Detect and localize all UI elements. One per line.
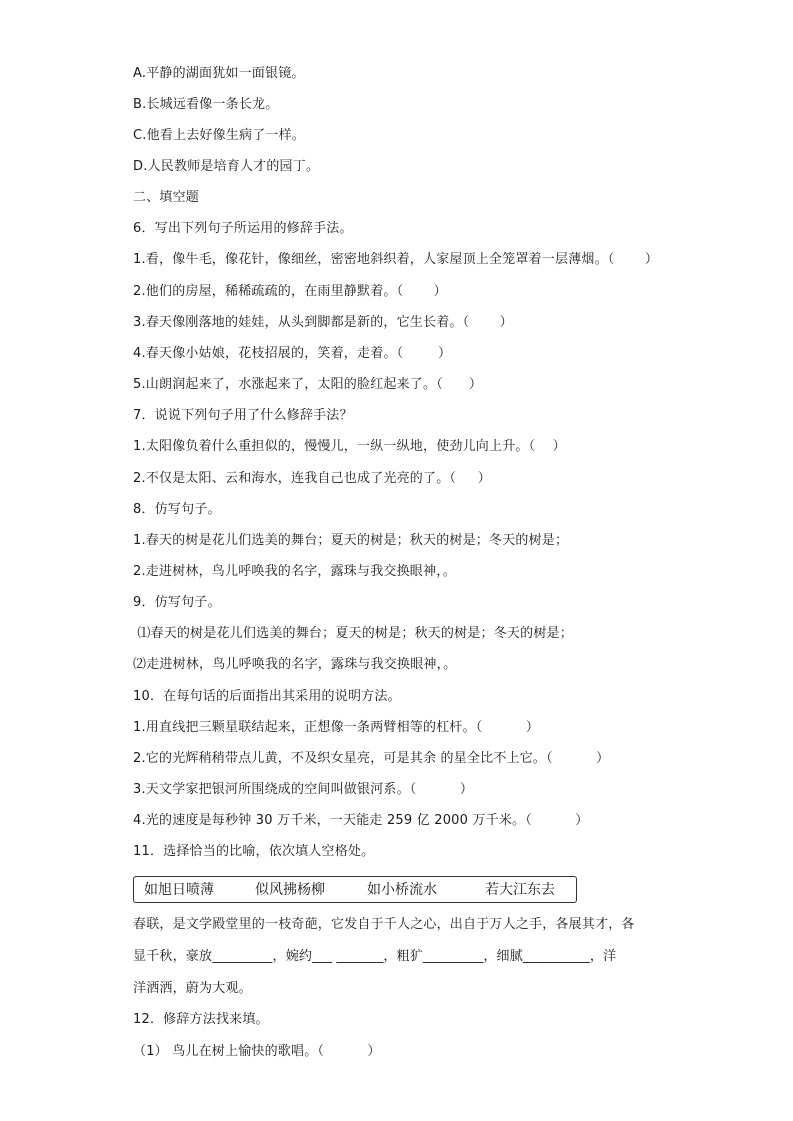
q12-item-1: （1） 鸟儿在树上愉快的歌唱。（ ） xyxy=(133,1044,381,1059)
options-box xyxy=(133,876,577,903)
question-9: 9．仿写句子。 xyxy=(133,595,221,610)
q8-item-1: 1.春天的树是花儿们选美的舞台；夏天的树是；秋天的树是；冬天的树是； xyxy=(133,533,569,548)
option-a: A.平静的湖面犹如一面银镜。 xyxy=(133,66,305,81)
q6-item-4: 4.春天像小姑娘，花枝招展的，笑着，走着。（ ） xyxy=(133,346,452,361)
q11-paragraph-3: 洋洒洒，蔚为大观。 xyxy=(133,981,252,996)
option-word-2: 似风拂杨柳 xyxy=(255,882,325,898)
q11-paragraph-1: 春联，是文学殿堂里的一枝奇葩，它发自于千人之心，出自于万人之手，各展其才，各 xyxy=(133,917,635,932)
q10-item-3: 3.天文学家把银河所围绕成的空间叫做银河系。（ ） xyxy=(133,782,474,797)
q9-item-2: ⑵走进树林，鸟儿呼唤我的名字，露珠与我交换眼神，。 xyxy=(133,657,457,672)
q10-item-4: 4.光的速度是每秒钟 30 万千米，一天能走 259 亿 2000 万千米。（ ） xyxy=(133,813,589,828)
q7-item-2: 2.不仅是太阳、云和海水，连我自己也成了光亮的了。（ ） xyxy=(133,471,491,486)
q6-item-5: 5.山朗润起来了，水涨起来了，太阳的脸红起来了。（ ） xyxy=(133,377,483,392)
option-c: C.他看上去好像生病了一样。 xyxy=(133,128,306,143)
q11-paragraph-2: 显千秋，豪放_________，婉约___ _______，粗犷_________，细腻__________，洋 xyxy=(133,949,617,964)
question-10: 10．在每句话的后面指出其采用的说明方法。 xyxy=(133,689,401,704)
question-6: 6．写出下列句子所运用的修辞手法。 xyxy=(133,221,353,236)
option-word-1: 如旭日喷薄 xyxy=(144,882,214,898)
question-8: 8．仿写句子。 xyxy=(133,502,221,517)
q8-item-2: 2.走进树林，鸟儿呼唤我的名字，露珠与我交换眼神，。 xyxy=(133,564,457,579)
section-heading: 二、填空题 xyxy=(133,190,200,205)
q6-item-1: 1.看，像牛毛，像花针，像细丝，密密地斜织着，人家屋顶上全笼罩着一层薄烟。（ ） xyxy=(133,252,659,267)
q6-item-3: 3.春天像刚落地的娃娃，从头到脚都是新的，它生长着。（ ） xyxy=(133,315,513,330)
option-d: D.人民教师是培育人才的园丁。 xyxy=(133,159,320,174)
q10-item-1: 1.用直线把三颗星联结起来，正想像一条两臂相等的杠杆。（ ） xyxy=(133,720,540,735)
q9-item-1: ⑴春天的树是花儿们选美的舞台；夏天的树是；秋天的树是；冬天的树是； xyxy=(133,626,573,641)
q7-item-1: 1.太阳像负着什么重担似的，慢慢儿，一纵一纵地，使劲儿向上升。（ ） xyxy=(133,439,566,454)
q6-item-2: 2.他们的房屋，稀稀疏疏的，在雨里静默着。（ ） xyxy=(133,284,447,299)
option-b: B.长城远看像一条长龙。 xyxy=(133,97,279,112)
option-word-3: 如小桥流水 xyxy=(367,882,437,898)
question-7: 7．说说下列句子用了什么修辞手法？ xyxy=(133,408,353,423)
q10-item-2: 2.它的光辉稍稍带点儿黄，不及织女星亮，可是其余 的星全比不上它。（ ） xyxy=(133,751,610,766)
question-11: 11．选择恰当的比喻，依次填人空格处。 xyxy=(133,844,375,859)
question-12: 12．修辞方法找来填。 xyxy=(133,1012,269,1027)
option-word-4: 若大江东去 xyxy=(485,882,555,898)
